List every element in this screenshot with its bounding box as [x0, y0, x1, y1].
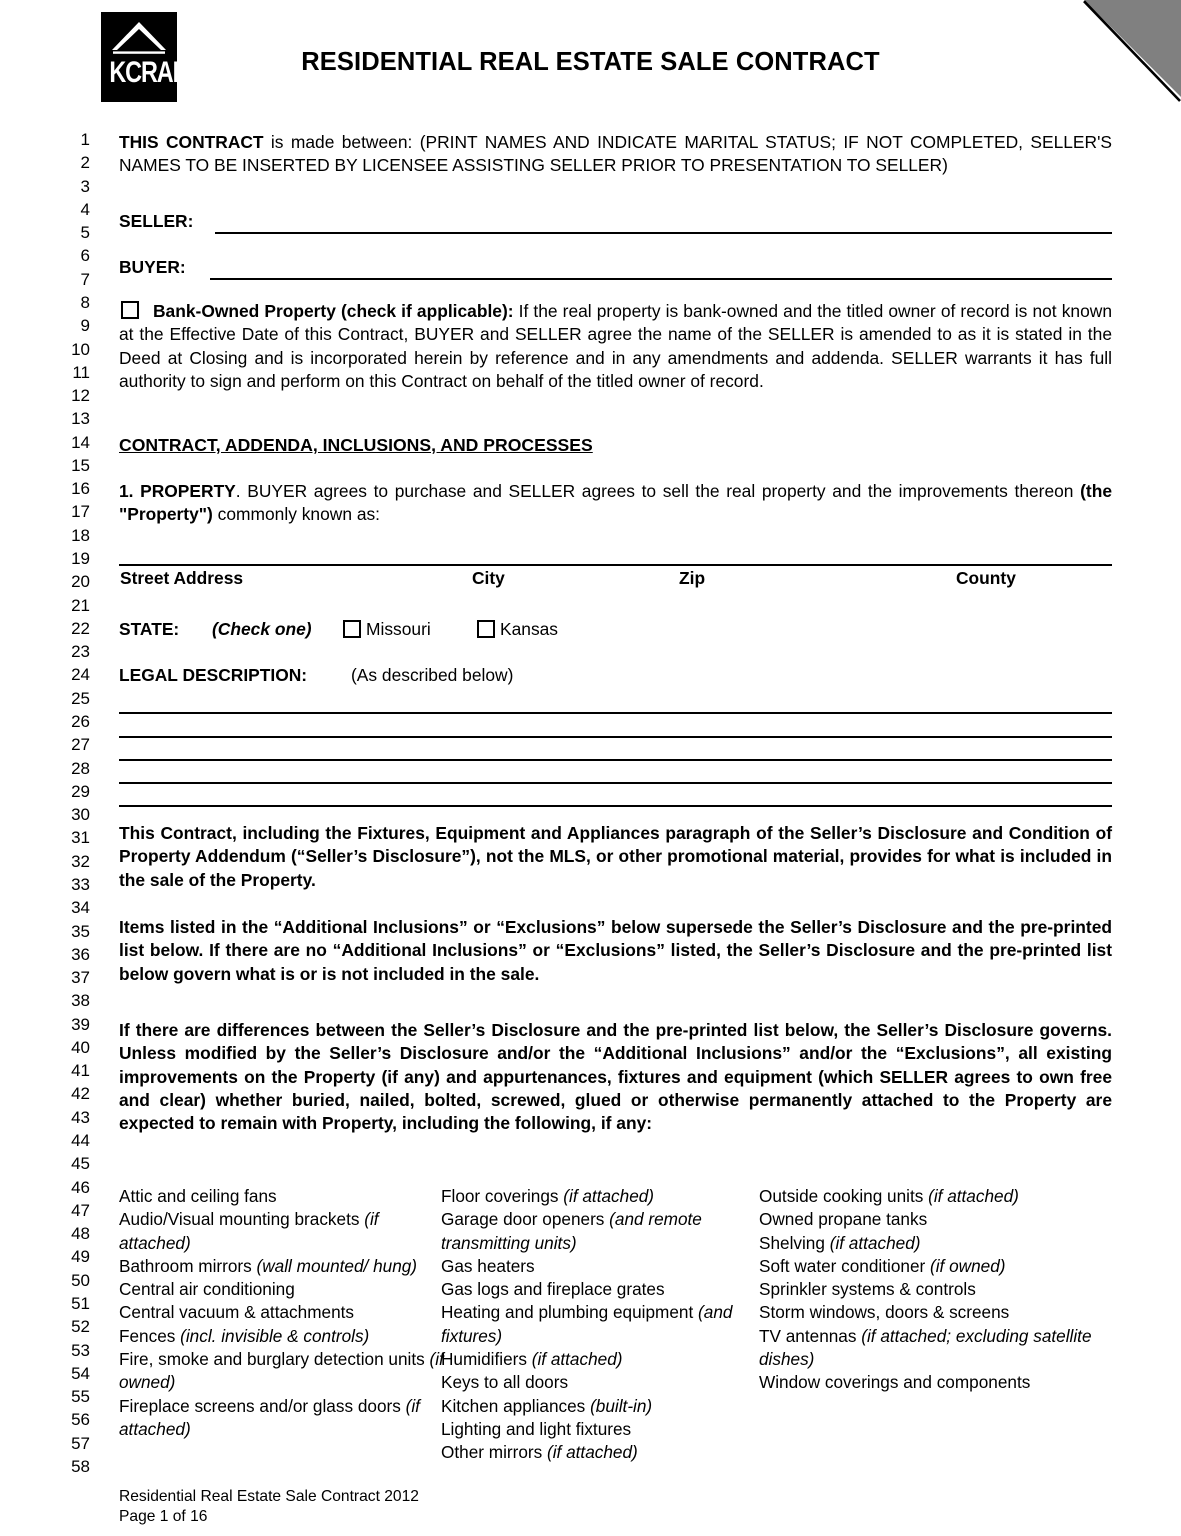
line-number: 3	[80, 176, 90, 196]
inclusion-item-text: Sprinkler systems & controls	[759, 1279, 976, 1300]
inclusion-item-text: Kitchen appliances	[441, 1395, 591, 1416]
inclusion-item-qualifier: (and remote transmitting units)	[441, 1209, 702, 1253]
state-checkbox-kansas[interactable]	[477, 620, 495, 638]
inclusion-item	[441, 1418, 759, 1441]
bank-owned-text: If the real property is bank-owned and the titled owner of record is not known at the Effective Date of this Contract, BUYER and SELLER agree the name of the SELLER is amended to as it is stated in the Deed at Closing and is incorporated herein by reference and in any amendments and addenda. SELLER warrants it has full authority to sign and perform on this Contract on behalf of the titled owner of record.	[119, 301, 1112, 391]
inclusion-item	[759, 1278, 1114, 1301]
inclusion-item	[119, 1208, 449, 1255]
inclusions-column-2	[441, 1185, 759, 1465]
inclusion-item-qualifier: (wall mounted/ hung)	[256, 1255, 418, 1276]
line-number: 28	[71, 758, 90, 778]
inclusion-item-qualifier: (if attached; excluding satellite dishes)	[759, 1325, 1092, 1370]
inclusion-item	[119, 1301, 449, 1324]
inclusion-item-text: Keys to all doors	[441, 1372, 569, 1393]
line-number: 2	[80, 153, 90, 173]
inclusion-item-text: Bathroom mirrors	[119, 1255, 257, 1276]
inclusion-item	[759, 1325, 1114, 1372]
inclusion-item-text: Central vacuum & attachments	[119, 1302, 355, 1323]
line-number: 1	[80, 130, 90, 149]
inclusions-column-1	[119, 1185, 449, 1441]
line-number: 55	[71, 1387, 90, 1407]
line-number: 44	[71, 1131, 90, 1151]
included-items-list	[119, 1185, 1114, 1475]
state-option-kansas-label: Kansas	[500, 619, 559, 639]
line-number: 36	[71, 944, 90, 964]
line-number: 5	[80, 223, 90, 243]
line-number: 51	[71, 1294, 90, 1313]
line-number: 38	[71, 991, 90, 1011]
line-number: 47	[71, 1200, 90, 1220]
legal-description-line-4[interactable]	[119, 782, 1112, 784]
document-header	[0, 0, 1181, 112]
inclusion-item-qualifier: (if attached)	[531, 1349, 623, 1370]
paragraph-3-seller: SELLER	[879, 1066, 949, 1087]
state-label: STATE:	[119, 619, 180, 639]
paragraph-3-part-b: agrees to own free and clear) whether buried, nailed, bolted, screwed, glued or otherwise permanently attached to the Property are expected to remain with Property, including the following, if any:	[119, 1066, 1112, 1134]
inclusion-item-qualifier: (incl. invisible & controls)	[180, 1325, 370, 1346]
line-number: 52	[71, 1317, 90, 1337]
legal-description-line-5[interactable]	[119, 805, 1112, 807]
line-number: 9	[80, 316, 90, 336]
street-address-label: Street Address	[120, 568, 244, 588]
state-checkbox-missouri[interactable]	[343, 620, 361, 638]
line-number: 43	[71, 1107, 90, 1127]
inclusion-item-qualifier: (if attached)	[829, 1232, 921, 1253]
seller-label: SELLER:	[119, 211, 194, 231]
inclusions-column-3	[759, 1185, 1114, 1395]
inclusion-item-qualifier: (built-in)	[590, 1395, 653, 1416]
property-text-a: . BUYER agrees to purchase and SELLER agrees to sell the real property and the improvements thereon	[235, 481, 1081, 501]
section-heading: CONTRACT, ADDENDA, INCLUSIONS, AND PROCESSES	[119, 435, 593, 455]
inclusion-item-qualifier: (and fixtures)	[441, 1302, 733, 1346]
line-number: 46	[71, 1177, 90, 1197]
legal-description-hint: (As described below)	[351, 665, 514, 685]
line-number: 23	[71, 642, 90, 662]
inclusion-item-qualifier: (if attached)	[119, 1395, 420, 1439]
line-number: 53	[71, 1340, 90, 1360]
page-footer	[119, 1487, 419, 1527]
property-address-input[interactable]	[119, 564, 1112, 566]
inclusion-item	[759, 1255, 1114, 1278]
inclusion-item	[441, 1278, 759, 1301]
line-number: 25	[71, 688, 90, 708]
inclusion-item-text: Garage door openers	[441, 1209, 610, 1230]
line-number: 10	[71, 339, 90, 359]
line-number: 19	[71, 549, 90, 569]
inclusion-item-text: Heating and plumbing equipment	[441, 1302, 699, 1323]
legal-description-line-3[interactable]	[119, 759, 1112, 761]
contract-inclusions-paragraph-2: Items listed in the “Additional Inclusions” or “Exclusions” below supersede the Seller’s Disclosure and the pre-printed list below. If there are no “Additional Inclusions” or “Exclusions” listed, the Seller’s Disclosure and the pre-printed list below govern what is or is not included in the sale.	[119, 917, 1112, 984]
line-number: 26	[71, 712, 90, 731]
bank-owned-paragraph	[119, 300, 1112, 393]
line-number: 17	[71, 502, 90, 522]
line-number: 21	[71, 595, 90, 615]
inclusion-item-text: Fences	[119, 1325, 181, 1346]
inclusion-item-text: Fireplace screens and/or glass doors	[119, 1395, 406, 1416]
property-text-c: commonly known as:	[212, 504, 381, 525]
inclusion-item	[119, 1348, 449, 1395]
property-number: 1. PROPERTY	[119, 481, 236, 501]
line-number: 49	[71, 1247, 90, 1267]
intro-paragraph	[119, 131, 1112, 178]
intro-lead: THIS CONTRACT	[119, 132, 264, 152]
city-label: City	[472, 568, 505, 588]
inclusion-item-text: Storm windows, doors & screens	[759, 1302, 1010, 1323]
line-number: 56	[71, 1410, 90, 1430]
footer-doc-name: Residential Real Estate Sale Contract 2012	[119, 1488, 419, 1505]
line-number: 8	[80, 292, 90, 312]
inclusion-item	[759, 1185, 1114, 1208]
inclusion-item-qualifier: (if attached)	[928, 1186, 1019, 1206]
bank-owned-label: Bank-Owned Property (check if applicable):	[153, 301, 514, 321]
inclusion-item	[441, 1441, 759, 1464]
contract-inclusions-paragraph-1: This Contract, including the Fixtures, Equipment and Appliances paragraph of the Seller’s Disclosure and Condition of Property Addendum (“Seller’s Disclosure”), not the MLS, or other promotional material, provides for what is included in the sale of the Property.	[119, 823, 1112, 890]
line-number: 45	[71, 1154, 90, 1174]
inclusion-item	[441, 1255, 759, 1278]
inclusion-item	[759, 1232, 1114, 1255]
line-number: 35	[71, 921, 90, 941]
line-number: 12	[71, 386, 90, 406]
property-defined-term: (the "Property")	[119, 481, 1112, 525]
contract-inclusions-paragraph-3	[119, 1019, 1112, 1135]
inclusion-item-text: Floor coverings	[441, 1186, 564, 1206]
inclusion-item	[441, 1185, 759, 1208]
property-paragraph	[119, 480, 1112, 527]
line-number: 37	[71, 968, 90, 988]
inclusion-item	[119, 1278, 449, 1301]
buyer-label: BUYER:	[119, 257, 186, 277]
inclusion-item-qualifier: (if attached)	[563, 1186, 655, 1206]
inclusion-item	[759, 1301, 1114, 1324]
county-label: County	[956, 568, 1016, 588]
inclusion-item	[119, 1185, 449, 1208]
inclusion-item-text: Humidifiers	[441, 1349, 532, 1370]
page-title: RESIDENTIAL REAL ESTATE SALE CONTRACT	[301, 48, 880, 76]
inclusion-item-text: TV antennas	[759, 1325, 862, 1346]
footer-page-number: Page 1 of 16	[119, 1508, 208, 1525]
line-number: 24	[71, 665, 90, 685]
line-number: 29	[71, 781, 90, 801]
inclusion-item-text: Attic and ceiling fans	[119, 1186, 277, 1206]
kcrar-logo-text: KCRAR	[109, 56, 189, 89]
line-number: 6	[80, 246, 90, 266]
legal-description-line-1[interactable]	[119, 712, 1112, 714]
line-number: 42	[71, 1084, 90, 1104]
inclusion-item	[441, 1301, 759, 1348]
line-number: 15	[71, 455, 90, 475]
line-number: 39	[71, 1014, 90, 1034]
buyer-input[interactable]	[210, 278, 1112, 280]
inclusion-item-text: Outside cooking units	[759, 1186, 929, 1206]
line-number: 57	[71, 1433, 90, 1453]
line-number: 30	[71, 805, 90, 825]
inclusion-item-text: Fire, smoke and burglary detection units	[119, 1349, 430, 1370]
line-number: 16	[71, 479, 90, 499]
inclusion-item	[119, 1325, 449, 1348]
line-number: 27	[71, 735, 90, 755]
legal-description-label: LEGAL DESCRIPTION:	[119, 665, 308, 685]
line-number: 7	[80, 269, 90, 289]
state-option-missouri-label: Missouri	[366, 619, 431, 639]
paragraph-3-part-a: If there are differences between the Seller’s Disclosure and the pre-printed list below, the Seller’s Disclosure governs. Unless modified by the Seller’s Disclosure and/or the “Additional Inclusions” and/or the “Exclusions”, all existing improvements on the Property (if any) and appurtenances, fixtures and equipment (which	[119, 1020, 1112, 1087]
line-number: 54	[71, 1363, 90, 1383]
inclusion-item-text: Gas logs and fireplace grates	[441, 1279, 665, 1300]
line-number: 11	[72, 362, 90, 382]
inclusion-item-text: Window coverings and components	[759, 1372, 1031, 1393]
line-number: 41	[71, 1061, 90, 1081]
inclusion-item	[119, 1255, 449, 1278]
inclusion-item	[759, 1208, 1114, 1231]
seller-input[interactable]	[215, 232, 1112, 234]
inclusion-item-qualifier: (if attached)	[119, 1209, 379, 1253]
inclusion-item-text: Lighting and light fixtures	[441, 1418, 632, 1439]
legal-description-line-2[interactable]	[119, 736, 1112, 738]
line-number: 4	[80, 199, 90, 219]
inclusion-item-text: Owned propane tanks	[759, 1209, 928, 1230]
line-number: 58	[71, 1456, 90, 1476]
state-hint: (Check one)	[212, 619, 312, 639]
inclusion-item-qualifier: (if owned)	[930, 1255, 1006, 1276]
inclusion-item-qualifier: (if owned)	[119, 1349, 444, 1393]
line-number: 40	[71, 1037, 90, 1057]
inclusion-item	[759, 1371, 1114, 1394]
inclusion-item-text: Shelving	[759, 1232, 830, 1253]
line-number: 18	[71, 525, 90, 545]
inclusion-item-text: Audio/Visual mounting brackets	[119, 1209, 365, 1230]
line-number: 20	[71, 572, 90, 592]
inclusion-item-text: Soft water conditioner	[759, 1255, 931, 1276]
line-number: 32	[71, 851, 90, 871]
page-corner-fold-icon	[1084, 0, 1181, 97]
inclusion-item-text: Other mirrors	[441, 1442, 547, 1463]
inclusion-item-text: Gas heaters	[441, 1255, 535, 1276]
line-number: 31	[71, 828, 90, 848]
line-number: 13	[71, 409, 90, 429]
line-number: 50	[71, 1270, 90, 1290]
inclusion-item	[441, 1208, 759, 1255]
line-number: 33	[71, 874, 90, 894]
inclusion-item	[441, 1371, 759, 1394]
zip-label: Zip	[679, 568, 706, 588]
inclusion-item-text: Central air conditioning	[119, 1279, 295, 1300]
line-number: 48	[71, 1224, 90, 1244]
inclusion-item	[441, 1348, 759, 1371]
inclusion-item	[119, 1395, 449, 1442]
line-number: 34	[71, 898, 90, 918]
intro-rest: is made between: (PRINT NAMES AND INDICATE MARITAL STATUS; IF NOT COMPLETED, SELLER'S NAMES TO BE INSERTED BY LICENSEE ASSISTING SELLER PRIOR TO PRESENTATION TO SELLER)	[119, 132, 1112, 176]
inclusion-item	[441, 1395, 759, 1418]
line-number: 14	[71, 432, 90, 452]
line-number: 22	[71, 618, 90, 638]
inclusion-item-qualifier: (if attached)	[547, 1442, 638, 1463]
